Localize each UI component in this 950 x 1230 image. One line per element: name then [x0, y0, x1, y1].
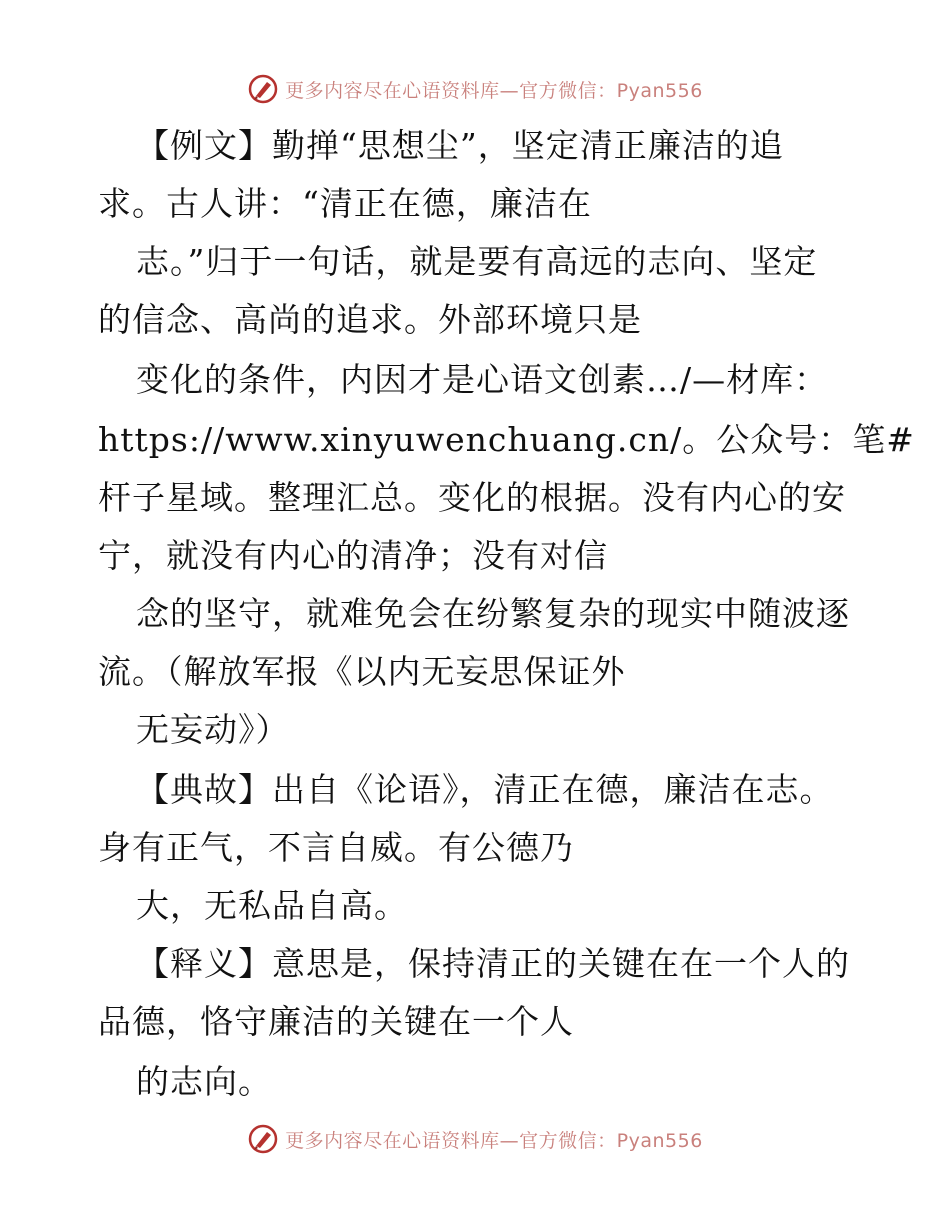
text-line: 宁，就没有内心的清净；没有对信 — [98, 536, 608, 575]
text-line: 变化的条件，内因才是心语文创素…/—材库： — [136, 360, 829, 399]
text-line: 身有正气，不言自威。有公德乃 — [98, 828, 574, 867]
text-line: 品德，恪守廉洁的关键在一个人 — [98, 1002, 574, 1041]
text-line: 的信念、高尚的追求。外部环境只是 — [98, 300, 642, 339]
text-line: 的志向。 — [136, 1062, 272, 1101]
text-line: 流。（解放军报《以内无妄思保证外 — [98, 652, 626, 691]
text-line: 【例文】勤掸“思想尘”，坚定清正廉洁的追 — [136, 126, 784, 165]
pen-circle-logo-icon — [247, 1123, 279, 1155]
text-line: 【释义】意思是，保持清正的关键在在一个人的 — [136, 944, 850, 983]
footer-watermark — [0, 1122, 950, 1156]
text-line: 志。”归于一句话，就是要有高远的志向、坚定 — [136, 242, 818, 281]
text-line: 求。古人讲：“清正在德，廉洁在 — [98, 184, 592, 223]
text-line-url: https://www.xinyuwenchuang.cn/。公众号：笔# — [98, 420, 915, 459]
watermark-text: 更多内容尽在心语资料库—官方微信：Pyan556 — [285, 79, 703, 102]
text-line: 念的坚守，就难免会在纷繁复杂的现实中随波逐 — [136, 594, 850, 633]
text-line: 大，无私品自高。 — [136, 886, 408, 925]
text-line: 无妄动》） — [136, 710, 290, 749]
watermark-text: 更多内容尽在心语资料库—官方微信：Pyan556 — [285, 1129, 703, 1152]
text-line: 杆子星域。整理汇总。变化的根据。没有内心的安 — [98, 478, 846, 517]
text-line: 【典故】出自《论语》，清正在德，廉洁在志。 — [136, 770, 834, 809]
